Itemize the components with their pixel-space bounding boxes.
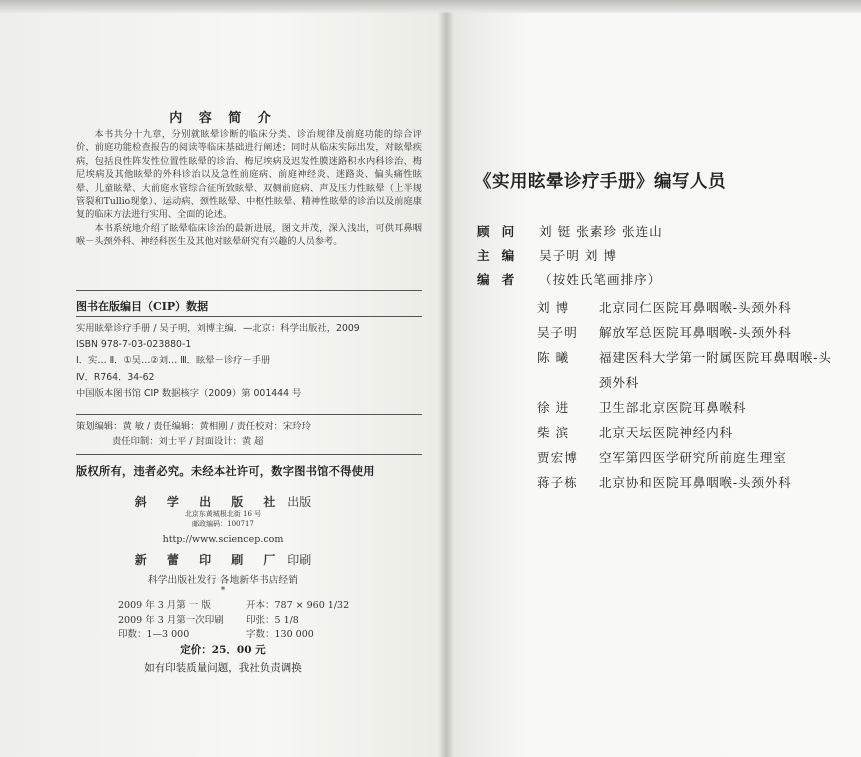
star-separator: *	[220, 586, 226, 596]
member-name: 徐 进	[537, 400, 570, 415]
intro-paragraph-2: 本书系统地介绍了眩晕临床诊治的最新进展，图文并茂，深入浅出，可供耳鼻咽喉－头颈外科、神经科医生及其他对眩晕研究有兴趣的人员参考。	[76, 222, 422, 248]
edition-left: 2009 年 3 月第一次印刷	[118, 614, 224, 626]
publisher-suffix: 出版	[287, 495, 312, 509]
rights-statement: 版权所有，违者必究。未经本社许可，数字图书馆不得使用	[76, 464, 375, 478]
member-row	[537, 470, 837, 495]
member-name: 蒋子栋	[537, 475, 578, 490]
cip-line: 实用眩晕诊疗手册 / 吴子明，刘博主编．—北京：科学出版社，2009	[76, 323, 360, 334]
publisher-address-block	[0, 509, 446, 529]
edition-row	[118, 599, 349, 614]
cip-heading: 图书在版编目（CIP）数据	[76, 300, 209, 313]
book-gutter	[438, 0, 454, 757]
divider	[76, 454, 422, 455]
role-value: 吴子明 刘 博	[539, 248, 617, 263]
divider	[76, 414, 422, 415]
role-row	[477, 221, 837, 245]
member-row	[537, 320, 837, 345]
role-label: 顾问	[477, 224, 527, 239]
member-affiliation: 空军第四医学研究所前庭生理室	[599, 450, 787, 465]
role-label: 编者	[477, 272, 527, 287]
distribution: 科学出版社发行 各地新华书店经销	[147, 575, 299, 586]
role-label: 主编	[477, 248, 527, 263]
credits-line-1: 策划编辑：黄 敏 / 责任编辑：黄相刚 / 责任校对：宋玲玲	[76, 421, 311, 432]
edition-info	[118, 599, 349, 643]
edition-right: 开本：787 × 960 1/32	[246, 600, 350, 611]
roles-list	[477, 221, 837, 293]
edition-row	[118, 628, 349, 643]
cip-line: 中国版本图书馆 CIP 数据核字（2009）第 001444 号	[76, 387, 302, 399]
member-row	[537, 445, 837, 470]
member-affiliation: 北京同仁医院耳鼻咽喉-头颈外科	[599, 300, 792, 315]
member-row	[537, 295, 837, 320]
member-affiliation: 卫生部北京医院耳鼻喉科	[599, 400, 747, 415]
edition-row	[118, 614, 349, 629]
publisher-name: 斜 学 出 版 社	[134, 495, 284, 509]
printer-line	[0, 551, 446, 568]
printer-suffix: 印刷	[287, 553, 312, 567]
members-list	[537, 295, 837, 495]
member-name: 刘 博	[537, 300, 570, 315]
cip-line: ISBN 978-7-03-023880-1	[76, 339, 192, 351]
cip-block	[76, 321, 426, 402]
member-row	[537, 345, 837, 395]
scan-edge-shadow	[0, 0, 861, 14]
edition-right: 印张：5 1/8	[246, 614, 299, 626]
intro-paragraph-1: 本书共分十九章，分别就眩晕诊断的临床分类、诊治规律及前庭功能的综合评价、前庭功能检查报告的阅读等临床基础进行阐述；同时从临床实际出发，对眩晕疾病，包括良性阵发性位置性眩晕的诊治、梅尼埃病及迟发性膜迷路积水内科诊治、梅尼埃病及其他眩晕的外科诊治以及急性前庭病、前庭神经炎、迷路炎、偏头痛性眩晕、儿童眩晕、大前庭水管综合征所致眩晕、双侧前庭病、声及压力性眩晕（上半规管裂和Tullio现象）、运动病、颈性眩晕、中枢性眩晕、精神性眩晕的诊治以及前庭康复的临床方法进行实用、全面的论述。	[76, 129, 422, 221]
role-value: （按姓氏笔画排序）	[539, 272, 662, 287]
member-affiliation: 福建医科大学第一附属医院耳鼻咽喉-头颈外科	[599, 350, 832, 390]
member-name: 吴子明	[537, 325, 578, 340]
member-row	[537, 420, 837, 445]
role-value: 刘 铤 张素珍 张连山	[539, 224, 663, 239]
cip-line: Ⅳ．R764．34-62	[76, 371, 155, 383]
member-name: 陈 曦	[537, 350, 570, 365]
publisher-line	[0, 493, 446, 510]
edition-left: 2009 年 3 月第 一 版	[118, 600, 211, 611]
edition-right: 字数：130 000	[246, 629, 314, 640]
member-affiliation: 北京天坛医院神经内科	[599, 425, 733, 440]
role-row	[477, 245, 837, 269]
member-name: 贾宏博	[537, 450, 578, 465]
member-name: 柴 滨	[537, 425, 570, 440]
postcode: 邮政编码：100717	[192, 520, 254, 528]
quality-notice: 如有印装质量问题，我社负责调换	[144, 662, 302, 674]
publisher-website: http://www.sciencep.com	[162, 534, 284, 545]
role-row	[477, 269, 837, 293]
member-affiliation: 解放军总医院耳鼻咽喉-头颈外科	[599, 325, 792, 340]
member-row	[537, 395, 837, 420]
divider	[76, 316, 422, 317]
printer-name: 新 蕾 印 刷 厂	[134, 553, 284, 567]
cip-line: Ⅰ．实… Ⅱ．①吴…②刘… Ⅲ．眩晕－诊疗－手册	[76, 355, 271, 367]
contributors-title: 《实用眩晕诊疗手册》编写人员	[474, 172, 726, 192]
divider	[76, 290, 422, 291]
price: 定价：25．00 元	[180, 644, 266, 656]
editorial-credits	[76, 419, 422, 449]
publisher-address: 北京东黄城根北街 16 号	[184, 510, 262, 518]
intro-text	[76, 128, 422, 249]
edition-left: 印数：1—3 000	[118, 629, 190, 640]
intro-title: 内 容 简 介	[169, 111, 277, 126]
credits-line-2: 责任印制：刘士平 / 封面设计：黄 超	[112, 436, 264, 447]
member-affiliation: 北京协和医院耳鼻咽喉-头颈外科	[599, 475, 792, 490]
